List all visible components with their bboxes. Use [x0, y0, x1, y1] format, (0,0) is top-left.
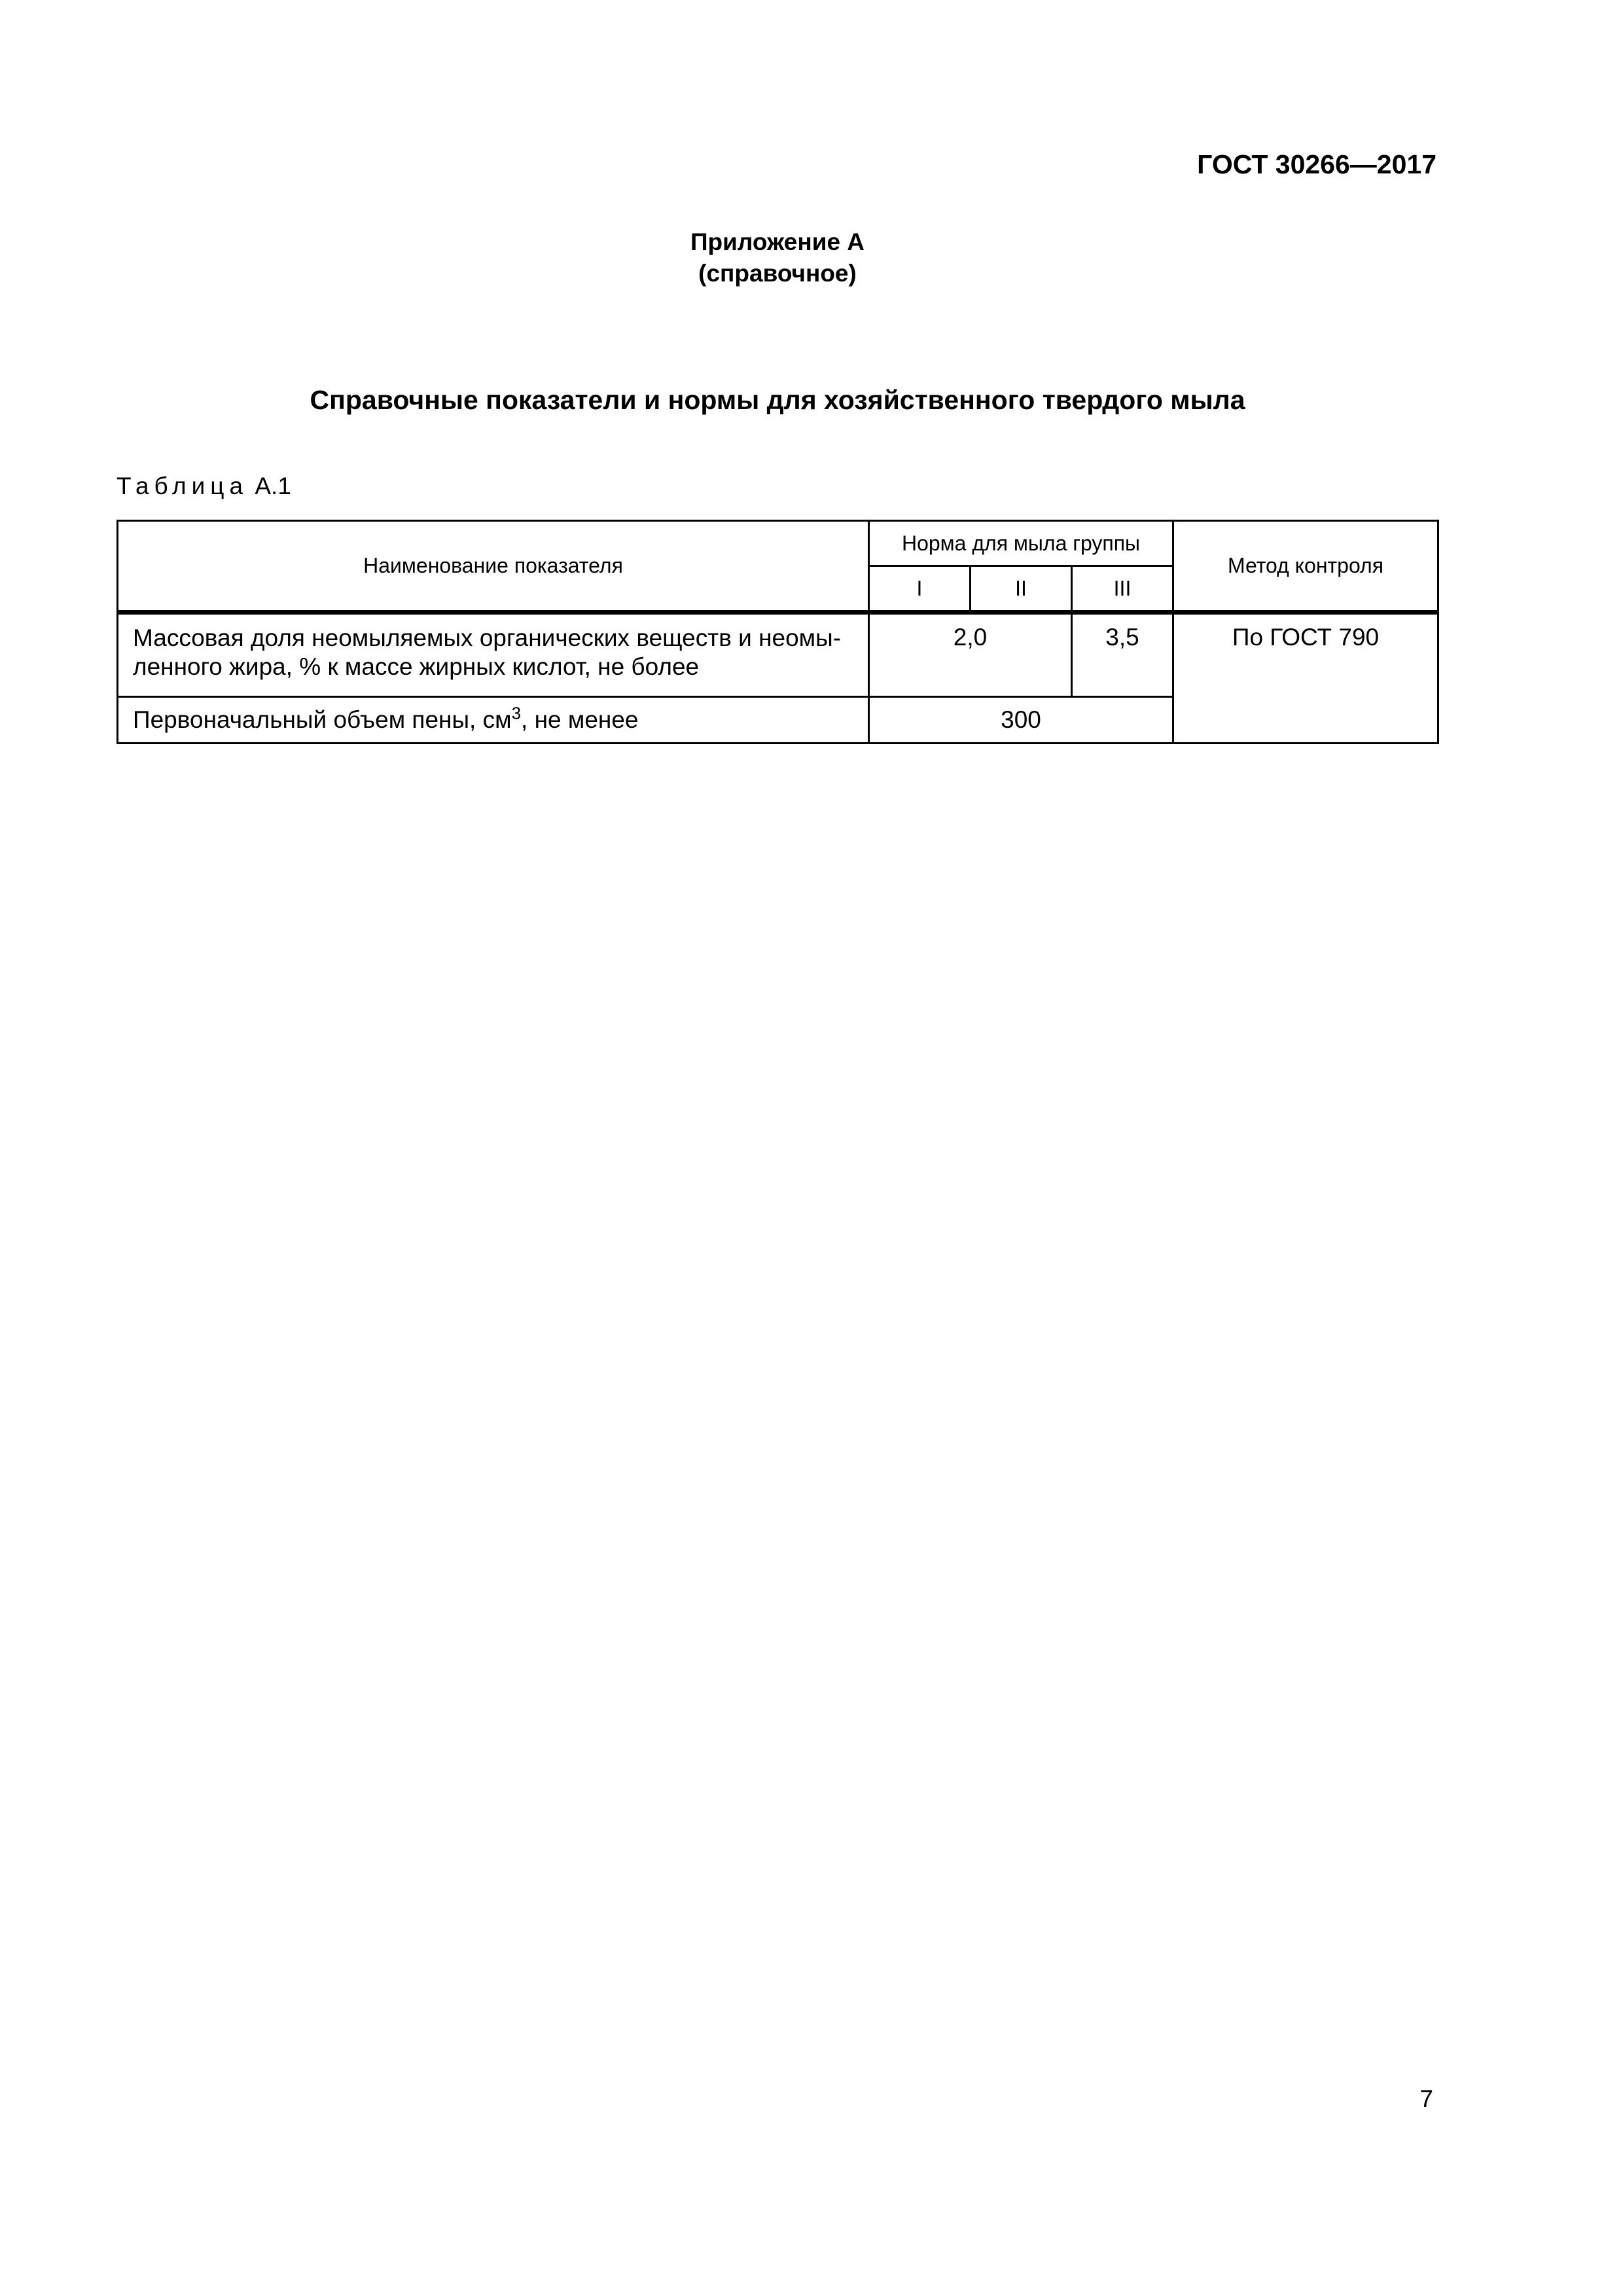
row-value-group-3: 3,5: [1072, 613, 1173, 697]
appendix-block: [0, 226, 1555, 289]
indicators-table: [116, 520, 1439, 744]
table-row: [118, 613, 1438, 697]
row-method: По ГОСТ 790: [1173, 613, 1438, 744]
document-code: ГОСТ 30266—2017: [1197, 149, 1436, 179]
header-method: Метод контроля: [1173, 521, 1438, 613]
header-norm-group: Норма для мыла группы: [869, 521, 1173, 566]
row-indicator-name: [118, 697, 869, 744]
header-indicator: Наименование показателя: [118, 521, 869, 613]
section-heading: Справочные показатели и нормы для хозяйственного твердого мыла: [310, 385, 1245, 415]
appendix-subtitle: (справочное): [698, 260, 857, 287]
appendix-title: Приложение А: [690, 228, 865, 255]
header-group-3: III: [1072, 566, 1173, 613]
header-group-1: I: [869, 566, 971, 613]
header-group-2: II: [971, 566, 1072, 613]
table-caption-word: Таблица: [116, 473, 249, 499]
row-indicator-name: Массовая доля неомыляемых органических веществ и неомы-ленного жира, % к массе жирных кислот, не более: [118, 613, 869, 697]
page-number: 7: [1419, 2085, 1433, 2112]
table-caption: [116, 473, 291, 500]
row-value-all-groups: 300: [869, 697, 1173, 744]
table-caption-number: А.1: [255, 473, 291, 499]
indicator-text-suffix: , не менее: [521, 706, 639, 733]
row-value-groups-1-2: 2,0: [869, 613, 1072, 697]
table-header-row: [118, 521, 1438, 566]
indicator-unit-superscript: 3: [511, 703, 522, 723]
indicator-text: Первоначальный объем пены, см: [133, 706, 512, 733]
